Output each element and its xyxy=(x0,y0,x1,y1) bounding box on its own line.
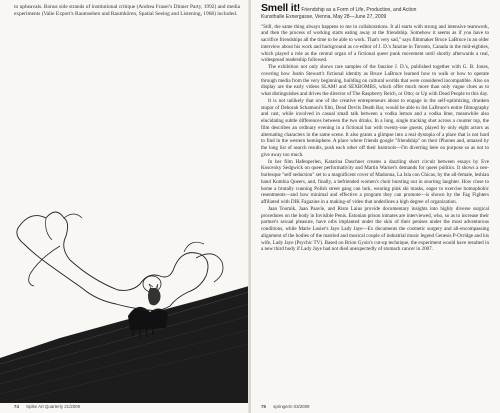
left-folio-publication: Spike Art Quarterly 21/2009 xyxy=(26,404,81,409)
article xyxy=(261,2,489,253)
article-headline xyxy=(261,2,489,21)
left-intro-text: to upheavals. Bonus side strands of institutional critique (Andrea Fraser's Dinner Party, 1992) and media experiments (Valie Export's Raumsehen und Raumhören, Spatial Seeing and Listening, 1968) included. xyxy=(14,4,240,18)
article-paragraph: The exhibition not only shows rare samples of the fanzine J. D.'s, published together with G. B. Jones, covering how Justin Stewart's fictional identity as Bruce LaBruce learned how to walk or how to operate through media from the very beginning, building on cultural worlds that were considered incompatible. Also on display are the early videos SLAM! and SEXBOMBS, which offer much more than only vague clues as to what distinguishes and drives the director of The Raspberry Reich, or Otto; or Up with Dead People to this day. xyxy=(261,64,489,97)
right-folio xyxy=(261,404,310,409)
cat-figure xyxy=(148,288,161,305)
article-paragraph: Jaan Toomik, Jaan Paavle, and Risto Laius provide documentary insights into highly diverse surgical procedures on the body in Invisible Penis. Estonian prison inmates are interviewed, who, so as to increase their partner's sexual pleasure, have orbs implanted under the skin of their penises under the most adventurous conditions, while Marie Losier's Jaye Lady Jaye—Ex documents the cosmetic surgery and all-encompassing alignment of the bodies of the married and musical couple of industrial music legend Genesis P-Orridge and his wife, Lady Jaye (Psychic TV). Based on Brion Gysin's cut-up technique, the experiment would have resulted in a new third body if Lady Jaye had not died unexpectedly of stomach cancer in 2007. xyxy=(261,205,489,253)
ink-ground xyxy=(0,286,249,403)
right-page-number: 75 xyxy=(261,404,266,409)
right-page xyxy=(251,0,500,413)
article-deck-venue: Kunsthalle Exnergasse, Vienna, May 28—June 27, 2009 xyxy=(261,13,387,20)
right-folio-publication: springerin 03/2009 xyxy=(273,404,310,409)
left-page xyxy=(0,0,249,413)
article-title: Smell it! xyxy=(261,2,301,14)
left-folio xyxy=(14,404,80,409)
article-paragraph: "Still, the same thing always happens to me in collaborations. It all starts with strong and intensive teamwork, and then the process of working starts eating away at the friendship. Somehow it seems as if you have to sacrifice friendships all the time to be able to work. That's very sad," says filmmaker Bruce LaBruce in an older interview about his work and background as co-editor of J. D.'s fanzine in Toronto, Canada in the mid-eighties, which played a role as the central organ of a fictional queer punk movement until shortly afterwards a real, widespread readership followed. xyxy=(261,23,489,64)
article-paragraph: In her film Hafenperlen, Katarina Daschner creates a dazzling short circuit between essays by Eve Kosovsky Sedgwick on queer performativity and Martin Warner's demands for queer politics. It shows a neo-burlesque "self seduction" set to a magnificent cover of Madonna, La Isla con Chicas, by the all-female, lesbian band Kumbia Queers, and, finally, a befriended women's choir bursting out in snorting laughter. How close to home a brutally cunning Polish street gang can lurk, wearing pink ski masks, eager to exercise homophobic resentments—and how minimal and effective a program they can promote—is shown by the Fag Fighters affiliated with DIK Fagazine in a making-of video that underlines a high degree of organization. xyxy=(261,158,489,205)
article-deck: Friendship as a Form of Life, Production, and Action xyxy=(301,7,417,13)
article-paragraph: It is not unlikely that one of the creative entrepreneurs about to engage in the self-optimizing, drunken stupor of Deborah Schamoni's film, Dead Devils Death Bar, would be able to list LaBruce's entire filmography and cast, while involved in casual small talk between a vodka lemon and a vodka lime, meanwhile also elucidating subtle differences between the two drinks. In a long, single tracking shot across a counter top, the film describes an ordinary evening in a fictional bar with twenty-one guests, played by only eight actors as alternating characters in the same scene. It also grants a glimpse into a real dystopia of a place that is not hard to find in the western hemisphere. A place where friends google "friendship" on their iPhones and, amazed by the long list of search results, push each other off their barstools—I'm diverting here on purpose so as not to give away too much. xyxy=(261,97,489,158)
left-page-number: 74 xyxy=(14,404,19,409)
ink-drawing-illustration xyxy=(0,188,249,403)
